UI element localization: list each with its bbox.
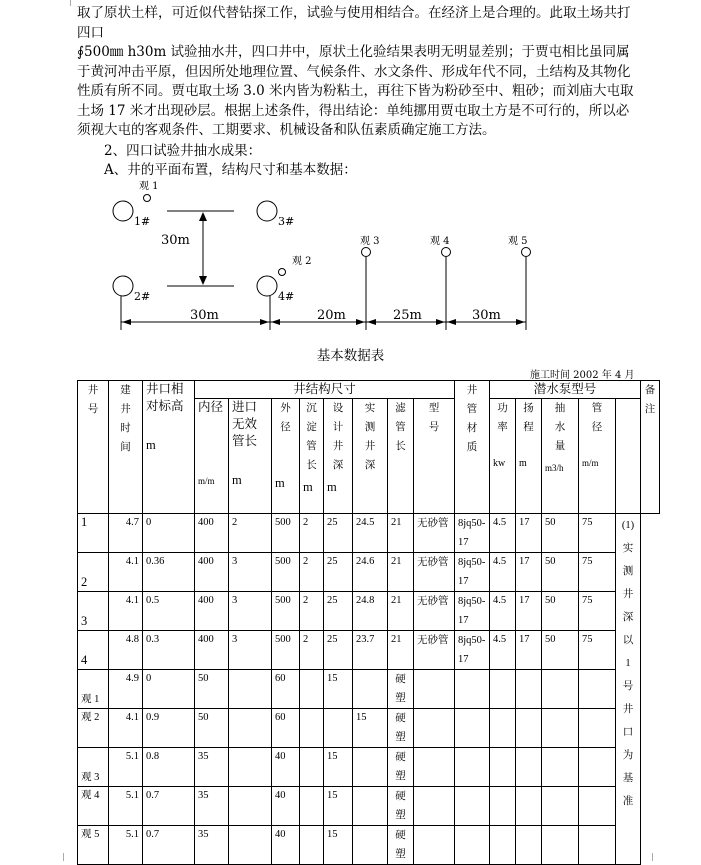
header-inner-dia: 内径 m/m	[195, 399, 229, 514]
cell-outer: 40	[272, 748, 300, 787]
table-row	[78, 631, 660, 670]
cell-inlet: 2	[229, 514, 272, 553]
cell-time: 4.1	[109, 553, 143, 592]
cell-inlet	[229, 748, 272, 787]
cell-well-no: 观 4	[78, 787, 109, 826]
cell-well-no: 观 3	[78, 748, 109, 787]
cell-material: 无砂管	[414, 631, 455, 670]
basic-data-table	[77, 380, 660, 865]
arrowhead	[122, 319, 131, 325]
cell-material	[414, 670, 455, 709]
header-inlet: 进口无效管长 m	[229, 399, 272, 514]
header-head: 扬程 m	[516, 399, 542, 514]
cell-head	[516, 826, 542, 865]
cell-filter: 21	[388, 553, 414, 592]
arrowhead	[199, 212, 207, 221]
cell-inner: 400	[195, 592, 229, 631]
cell-head	[516, 787, 542, 826]
cell-material	[414, 826, 455, 865]
arrowhead	[436, 319, 445, 325]
arrowhead	[356, 319, 365, 325]
cell-filter: 21	[388, 592, 414, 631]
obs-3-circle	[362, 248, 371, 257]
header-settle: 沉淀管长 m	[300, 399, 324, 514]
cell-outer: 40	[272, 787, 300, 826]
arrowhead	[447, 319, 456, 325]
cell-elev: 0.7	[143, 826, 195, 865]
cell-actual: 24.8	[353, 592, 388, 631]
cell-inlet: 3	[229, 631, 272, 670]
cell-power	[490, 670, 516, 709]
well-3-circle	[257, 201, 277, 221]
cell-elev: 0	[143, 514, 195, 553]
header-pump: 潜水泵型号	[490, 381, 641, 399]
obs-2-label: 观 2	[292, 256, 312, 267]
cell-actual: 24.5	[353, 514, 388, 553]
cell-settle	[300, 826, 324, 865]
table-title: 基本数据表	[316, 348, 385, 364]
arrowhead	[516, 319, 525, 325]
arrowhead	[199, 276, 207, 285]
cell-pipe	[579, 826, 616, 865]
table-row	[78, 826, 660, 865]
header-build-time: 建井时间	[109, 381, 143, 514]
cell-elev: 0.36	[143, 553, 195, 592]
cell-actual	[353, 826, 388, 865]
cell-pipe: 75	[579, 514, 616, 553]
well-layout-plan	[0, 0, 701, 345]
dim-label-1: 30m	[190, 308, 219, 323]
cell-model	[455, 709, 490, 748]
cell-elev: 0.9	[143, 709, 195, 748]
cell-model	[455, 748, 490, 787]
obs-4-circle	[442, 248, 451, 257]
cell-well-no: 观 1	[78, 670, 109, 709]
cell-outer: 60	[272, 709, 300, 748]
obs-2-circle	[279, 269, 286, 276]
well-2-label: 2#	[134, 290, 151, 303]
cell-outer: 40	[272, 826, 300, 865]
cell-inner: 400	[195, 553, 229, 592]
cell-actual	[353, 670, 388, 709]
cell-time: 5.1	[109, 748, 143, 787]
cell-actual: 24.6	[353, 553, 388, 592]
cell-inlet	[229, 826, 272, 865]
cell-well-no: 3	[78, 592, 109, 631]
cell-flow	[542, 826, 579, 865]
paragraph-1: 取了原状土样，可近似代替钻探工作，试验与使用相结合。在经济上是合理的。此取土场共打四口	[77, 5, 631, 41]
cell-elev: 0.8	[143, 748, 195, 787]
cell-well-no: 观 5	[78, 826, 109, 865]
cell-material: 无砂管	[414, 514, 455, 553]
cell-elev: 0.5	[143, 592, 195, 631]
cell-filter: 硬塑	[388, 787, 414, 826]
cell-filter: 21	[388, 631, 414, 670]
cell-settle: 2	[300, 553, 324, 592]
cell-outer: 60	[272, 670, 300, 709]
cell-power: 4.5	[490, 592, 516, 631]
cell-design: 25	[324, 592, 353, 631]
table-row	[78, 787, 660, 826]
cell-pipe: 75	[579, 553, 616, 592]
cell-material	[414, 748, 455, 787]
dim-label-4: 30m	[472, 308, 501, 323]
obs-1-label: 观 1	[139, 181, 159, 192]
cell-power	[490, 826, 516, 865]
cell-time: 4.1	[109, 592, 143, 631]
cell-head: 17	[516, 514, 542, 553]
cell-outer: 500	[272, 631, 300, 670]
cell-outer: 500	[272, 553, 300, 592]
table-row	[78, 670, 660, 709]
cell-actual: 23.7	[353, 631, 388, 670]
dim-label-3: 25m	[393, 308, 422, 323]
cell-well-no: 4	[78, 631, 109, 670]
cell-model	[455, 670, 490, 709]
page-corner-mark	[55, 853, 64, 861]
paragraph-2: ∮500㎜ h30m 试验抽水井，四口井中，原状土化验结果表明无明显差别；于贾屯相比虽同属于黄河冲击平原，但因所处地理位置、气候条件、水文条件、形成年代不同，土结构及其物化性质有所不同。贾屯取土场 3.0 米内皆为粉粘土，再往下皆为粉砂至中、粗砂；而刘庙大屯取土场 17 米才出现砂层。根据上述条件，得出结论：单纯挪用贾屯取土方是不可行的，所以必须视大屯的客观条件、工期要求、机械设备和队伍素质确定施工方法。	[77, 44, 634, 138]
obs-4-label: 观 4	[430, 236, 450, 247]
cell-inner: 400	[195, 514, 229, 553]
cell-filter: 硬塑	[388, 670, 414, 709]
obs-5-circle	[522, 248, 531, 257]
obs-1-circle	[144, 195, 151, 202]
cell-power: 4.5	[490, 553, 516, 592]
header-model: 型号	[414, 399, 455, 514]
table-row	[78, 553, 660, 592]
header-pipe: 管径 m/m	[579, 399, 616, 514]
cell-inner: 35	[195, 748, 229, 787]
cell-flow: 50	[542, 514, 579, 553]
cell-time: 4.1	[109, 709, 143, 748]
cell-design: 25	[324, 514, 353, 553]
cell-model: 8jq50-17	[455, 514, 490, 553]
cell-filter: 21	[388, 514, 414, 553]
cell-inner: 35	[195, 787, 229, 826]
cell-inner: 50	[195, 670, 229, 709]
cell-inlet: 3	[229, 553, 272, 592]
cell-model	[455, 826, 490, 865]
cell-pipe: 75	[579, 592, 616, 631]
well-4-circle	[257, 276, 277, 296]
dim-label-2: 20m	[317, 308, 346, 323]
header-power: 功率 kw	[490, 399, 516, 514]
arrowhead	[260, 319, 269, 325]
header-remark: 备注	[641, 381, 660, 514]
cell-elev: 0.7	[143, 787, 195, 826]
cell-outer: 500	[272, 592, 300, 631]
cell-power: 4.5	[490, 631, 516, 670]
cell-power	[490, 709, 516, 748]
cell-material: 无砂管	[414, 592, 455, 631]
cell-design: 15	[324, 670, 353, 709]
cell-time: 4.8	[109, 631, 143, 670]
cell-pipe	[579, 787, 616, 826]
cell-well-no: 1	[78, 514, 109, 553]
cell-head	[516, 670, 542, 709]
cell-head: 17	[516, 553, 542, 592]
obs-3-label: 观 3	[360, 236, 380, 247]
cell-actual	[353, 748, 388, 787]
sub-heading: A、井的平面布置，结构尺寸和基本数据：	[104, 162, 357, 178]
cell-model: 8jq50-17	[455, 553, 490, 592]
cell-head: 17	[516, 631, 542, 670]
cell-inlet	[229, 670, 272, 709]
well-2-circle	[113, 276, 133, 296]
header-flow: 抽水量 m3/h	[542, 399, 579, 514]
cell-inner: 400	[195, 631, 229, 670]
header-well-no: 井号	[78, 381, 109, 514]
cell-material	[414, 787, 455, 826]
cell-settle	[300, 748, 324, 787]
cell-settle: 2	[300, 514, 324, 553]
cell-material	[414, 709, 455, 748]
cell-well-no: 观 2	[78, 709, 109, 748]
cell-settle: 2	[300, 592, 324, 631]
cell-time: 5.1	[109, 826, 143, 865]
cell-elev: 0.3	[143, 631, 195, 670]
cell-design: 15	[324, 787, 353, 826]
cell-settle	[300, 787, 324, 826]
cell-design: 15	[324, 826, 353, 865]
well-3-label: 3#	[278, 215, 295, 228]
header-structure: 井结构尺寸	[195, 381, 455, 399]
cell-design: 25	[324, 631, 353, 670]
cell-time: 5.1	[109, 787, 143, 826]
obs-5-label: 观 5	[508, 236, 528, 247]
header-material: 井管材质	[455, 381, 490, 514]
cell-actual	[353, 787, 388, 826]
cell-time: 4.7	[109, 514, 143, 553]
cell-remark: (1)实测井深以 1 号井口为基准	[616, 514, 641, 865]
cell-design: 25	[324, 553, 353, 592]
cell-flow	[542, 748, 579, 787]
cell-flow	[542, 670, 579, 709]
cell-time: 4.9	[109, 670, 143, 709]
header-filter: 滤管长	[388, 399, 414, 514]
cell-head	[516, 709, 542, 748]
cell-inlet: 3	[229, 592, 272, 631]
well-1-circle	[113, 201, 133, 221]
cell-inner: 50	[195, 709, 229, 748]
header-outer-dia: 外径 m	[272, 399, 300, 514]
vertical-dim-label: 30m	[161, 233, 190, 248]
cell-flow	[542, 787, 579, 826]
table-row	[78, 592, 660, 631]
table-row	[78, 514, 660, 553]
cell-pipe	[579, 670, 616, 709]
cell-settle	[300, 670, 324, 709]
cell-settle: 2	[300, 631, 324, 670]
cell-actual: 15	[353, 709, 388, 748]
table-row	[78, 709, 660, 748]
cell-flow: 50	[542, 631, 579, 670]
well-1-label: 1#	[134, 215, 151, 228]
cell-flow: 50	[542, 592, 579, 631]
cell-model: 8jq50-17	[455, 592, 490, 631]
section-heading: 2、四口试验井抽水成果：	[104, 143, 262, 159]
cell-inlet	[229, 709, 272, 748]
cell-filter: 硬塑	[388, 826, 414, 865]
cell-power: 4.5	[490, 514, 516, 553]
table-row	[78, 748, 660, 787]
table-date: 施工时间 2002 年 4 月	[530, 370, 635, 381]
cell-inlet	[229, 787, 272, 826]
cell-power	[490, 787, 516, 826]
cell-model: 8jq50-17	[455, 631, 490, 670]
cell-flow: 50	[542, 553, 579, 592]
arrowhead	[367, 319, 376, 325]
cell-design	[324, 709, 353, 748]
header-actual-depth: 实测井深	[353, 399, 388, 514]
cell-filter: 硬塑	[388, 709, 414, 748]
cell-head: 17	[516, 592, 542, 631]
arrowhead	[271, 319, 280, 325]
cell-flow	[542, 709, 579, 748]
cell-filter: 硬塑	[388, 748, 414, 787]
cell-power	[490, 748, 516, 787]
cell-settle	[300, 709, 324, 748]
cell-outer: 500	[272, 514, 300, 553]
cell-elev: 0	[143, 670, 195, 709]
header-wellhead: 井口相对标高 m	[143, 381, 195, 514]
well-4-label: 4#	[278, 290, 295, 303]
cell-design: 15	[324, 748, 353, 787]
header-design-depth: 设计井深 m	[324, 399, 353, 514]
cell-pipe: 75	[579, 631, 616, 670]
cell-inner: 35	[195, 826, 229, 865]
cell-head	[516, 748, 542, 787]
cell-pipe	[579, 748, 616, 787]
cell-pipe	[579, 709, 616, 748]
cell-model	[455, 787, 490, 826]
cell-well-no: 2	[78, 553, 109, 592]
cell-material: 无砂管	[414, 553, 455, 592]
